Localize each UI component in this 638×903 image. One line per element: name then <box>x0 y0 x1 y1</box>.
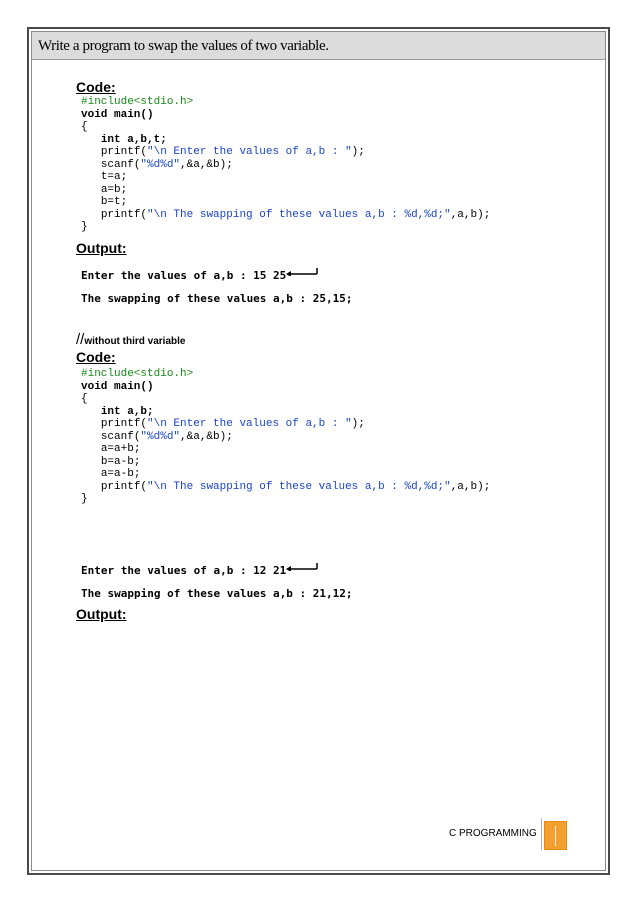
code-line: } <box>81 493 88 505</box>
code-line: void main() <box>81 108 154 121</box>
code-block-2 <box>81 368 490 506</box>
code-block-1 <box>81 96 490 234</box>
code-string: "%d%d" <box>140 158 181 171</box>
code-line: scanf( <box>100 430 141 443</box>
code-line: a=a-b; <box>100 468 141 480</box>
code-line: t=a; <box>100 171 128 183</box>
footer-divider <box>541 818 542 850</box>
code-line: ,&a,&b); <box>180 430 233 443</box>
code-line: void main() <box>81 380 154 393</box>
page-title: Write a program to swap the values of two variable. <box>38 38 329 54</box>
code-string: "\n The swapping of these values a,b : %d,%d;" <box>147 480 451 493</box>
code-line: a=a+b; <box>100 443 141 455</box>
comment-slashes: // <box>76 331 85 348</box>
code-line: { <box>81 121 88 133</box>
output-label-2: Output: <box>76 606 127 622</box>
code-line: } <box>81 221 88 233</box>
title-bar <box>32 32 605 60</box>
output-line-2: The swapping of these values a,b : 25,15; <box>81 292 353 305</box>
footer-accent-mark <box>555 826 556 846</box>
code-string: "\n The swapping of these values a,b : %d,%d;" <box>147 208 451 221</box>
comment-text: without third variable <box>84 336 186 347</box>
code-line: printf( <box>100 480 148 493</box>
code-line: printf( <box>100 146 148 158</box>
code-line: printf( <box>100 418 148 430</box>
code-label-1: Code: <box>76 79 116 95</box>
code-line: ); <box>351 146 365 158</box>
code-line: int a,b; <box>100 405 154 418</box>
code-string: "\n Enter the values of a,b : " <box>147 418 352 430</box>
code-line: ); <box>351 418 365 430</box>
code-string: "%d%d" <box>140 430 181 443</box>
output-line-4: The swapping of these values a,b : 21,12; <box>81 587 353 600</box>
code-line: scanf( <box>100 158 141 171</box>
code-line: ,&a,&b); <box>180 158 233 171</box>
code-label-2: Code: <box>76 349 116 365</box>
enter-arrow-icon <box>286 563 318 571</box>
comment-without-third-variable <box>76 331 185 348</box>
output-line-3: Enter the values of a,b : 12 21 <box>81 564 287 577</box>
code-line: printf( <box>100 208 148 221</box>
output-label-1: Output: <box>76 240 127 256</box>
code-line: int a,b,t; <box>100 133 167 146</box>
footer-accent-box <box>544 821 567 850</box>
code-line: b=a-b; <box>100 455 141 468</box>
code-line: ,a,b); <box>450 480 491 493</box>
code-line: { <box>81 393 88 405</box>
code-line: ,a,b); <box>450 208 491 221</box>
output-line-1: Enter the values of a,b : 15 25 <box>81 269 287 282</box>
code-line: b=t; <box>100 196 128 208</box>
code-string: "\n Enter the values of a,b : " <box>147 146 352 158</box>
code-line: #include<stdio.h> <box>81 368 194 380</box>
enter-arrow-icon <box>286 268 318 276</box>
code-line: a=b; <box>100 183 128 196</box>
code-line: #include<stdio.h> <box>81 96 194 108</box>
footer-title: C PROGRAMMING <box>449 828 537 839</box>
